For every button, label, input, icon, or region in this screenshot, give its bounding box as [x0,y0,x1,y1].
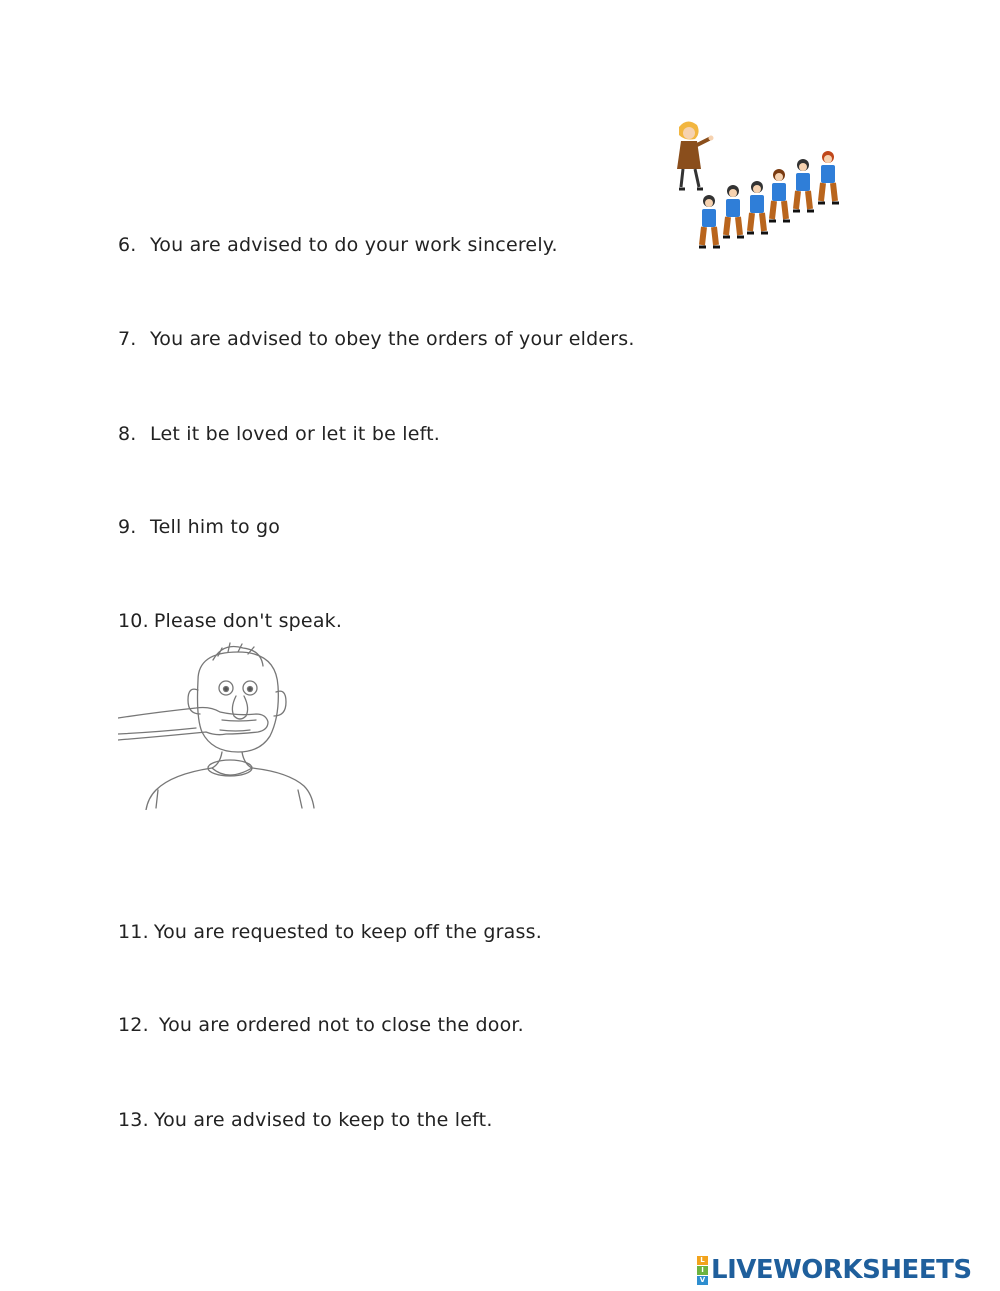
logo-blocks-icon: L I V [697,1256,708,1285]
item-number: 13. [118,1109,149,1131]
item-number: 11. [118,921,149,943]
teacher-with-students-image [665,113,850,258]
item-number: 8. [118,423,137,445]
item-text: You are advised to obey the orders of your elders. [150,328,635,350]
item-10 [118,610,342,632]
item-11 [118,921,542,943]
item-text: Let it be loved or let it be left. [150,423,441,445]
hand-over-mouth-sketch [118,640,316,810]
item-number: 12. [118,1014,149,1036]
item-text: You are advised to do your work sincerely. [150,234,558,256]
item-number: 6. [118,234,137,256]
item-12 [118,1014,524,1036]
item-8 [118,423,440,445]
item-text: You are ordered not to close the door. [158,1014,524,1036]
item-text: You are requested to keep off the grass. [153,921,542,943]
item-number: 10. [118,610,149,632]
liveworksheets-logo [697,1255,972,1285]
item-13 [118,1109,493,1131]
item-text: You are advised to keep to the left. [153,1109,493,1131]
item-7 [118,328,635,350]
item-9 [118,516,280,538]
item-text: Tell him to go [150,516,281,538]
item-number: 9. [118,516,137,538]
item-number: 7. [118,328,137,350]
logo-wordmark: LIVEWORKSHEETS [711,1255,972,1285]
item-6 [118,234,558,256]
item-text: Please don't speak. [153,610,343,632]
